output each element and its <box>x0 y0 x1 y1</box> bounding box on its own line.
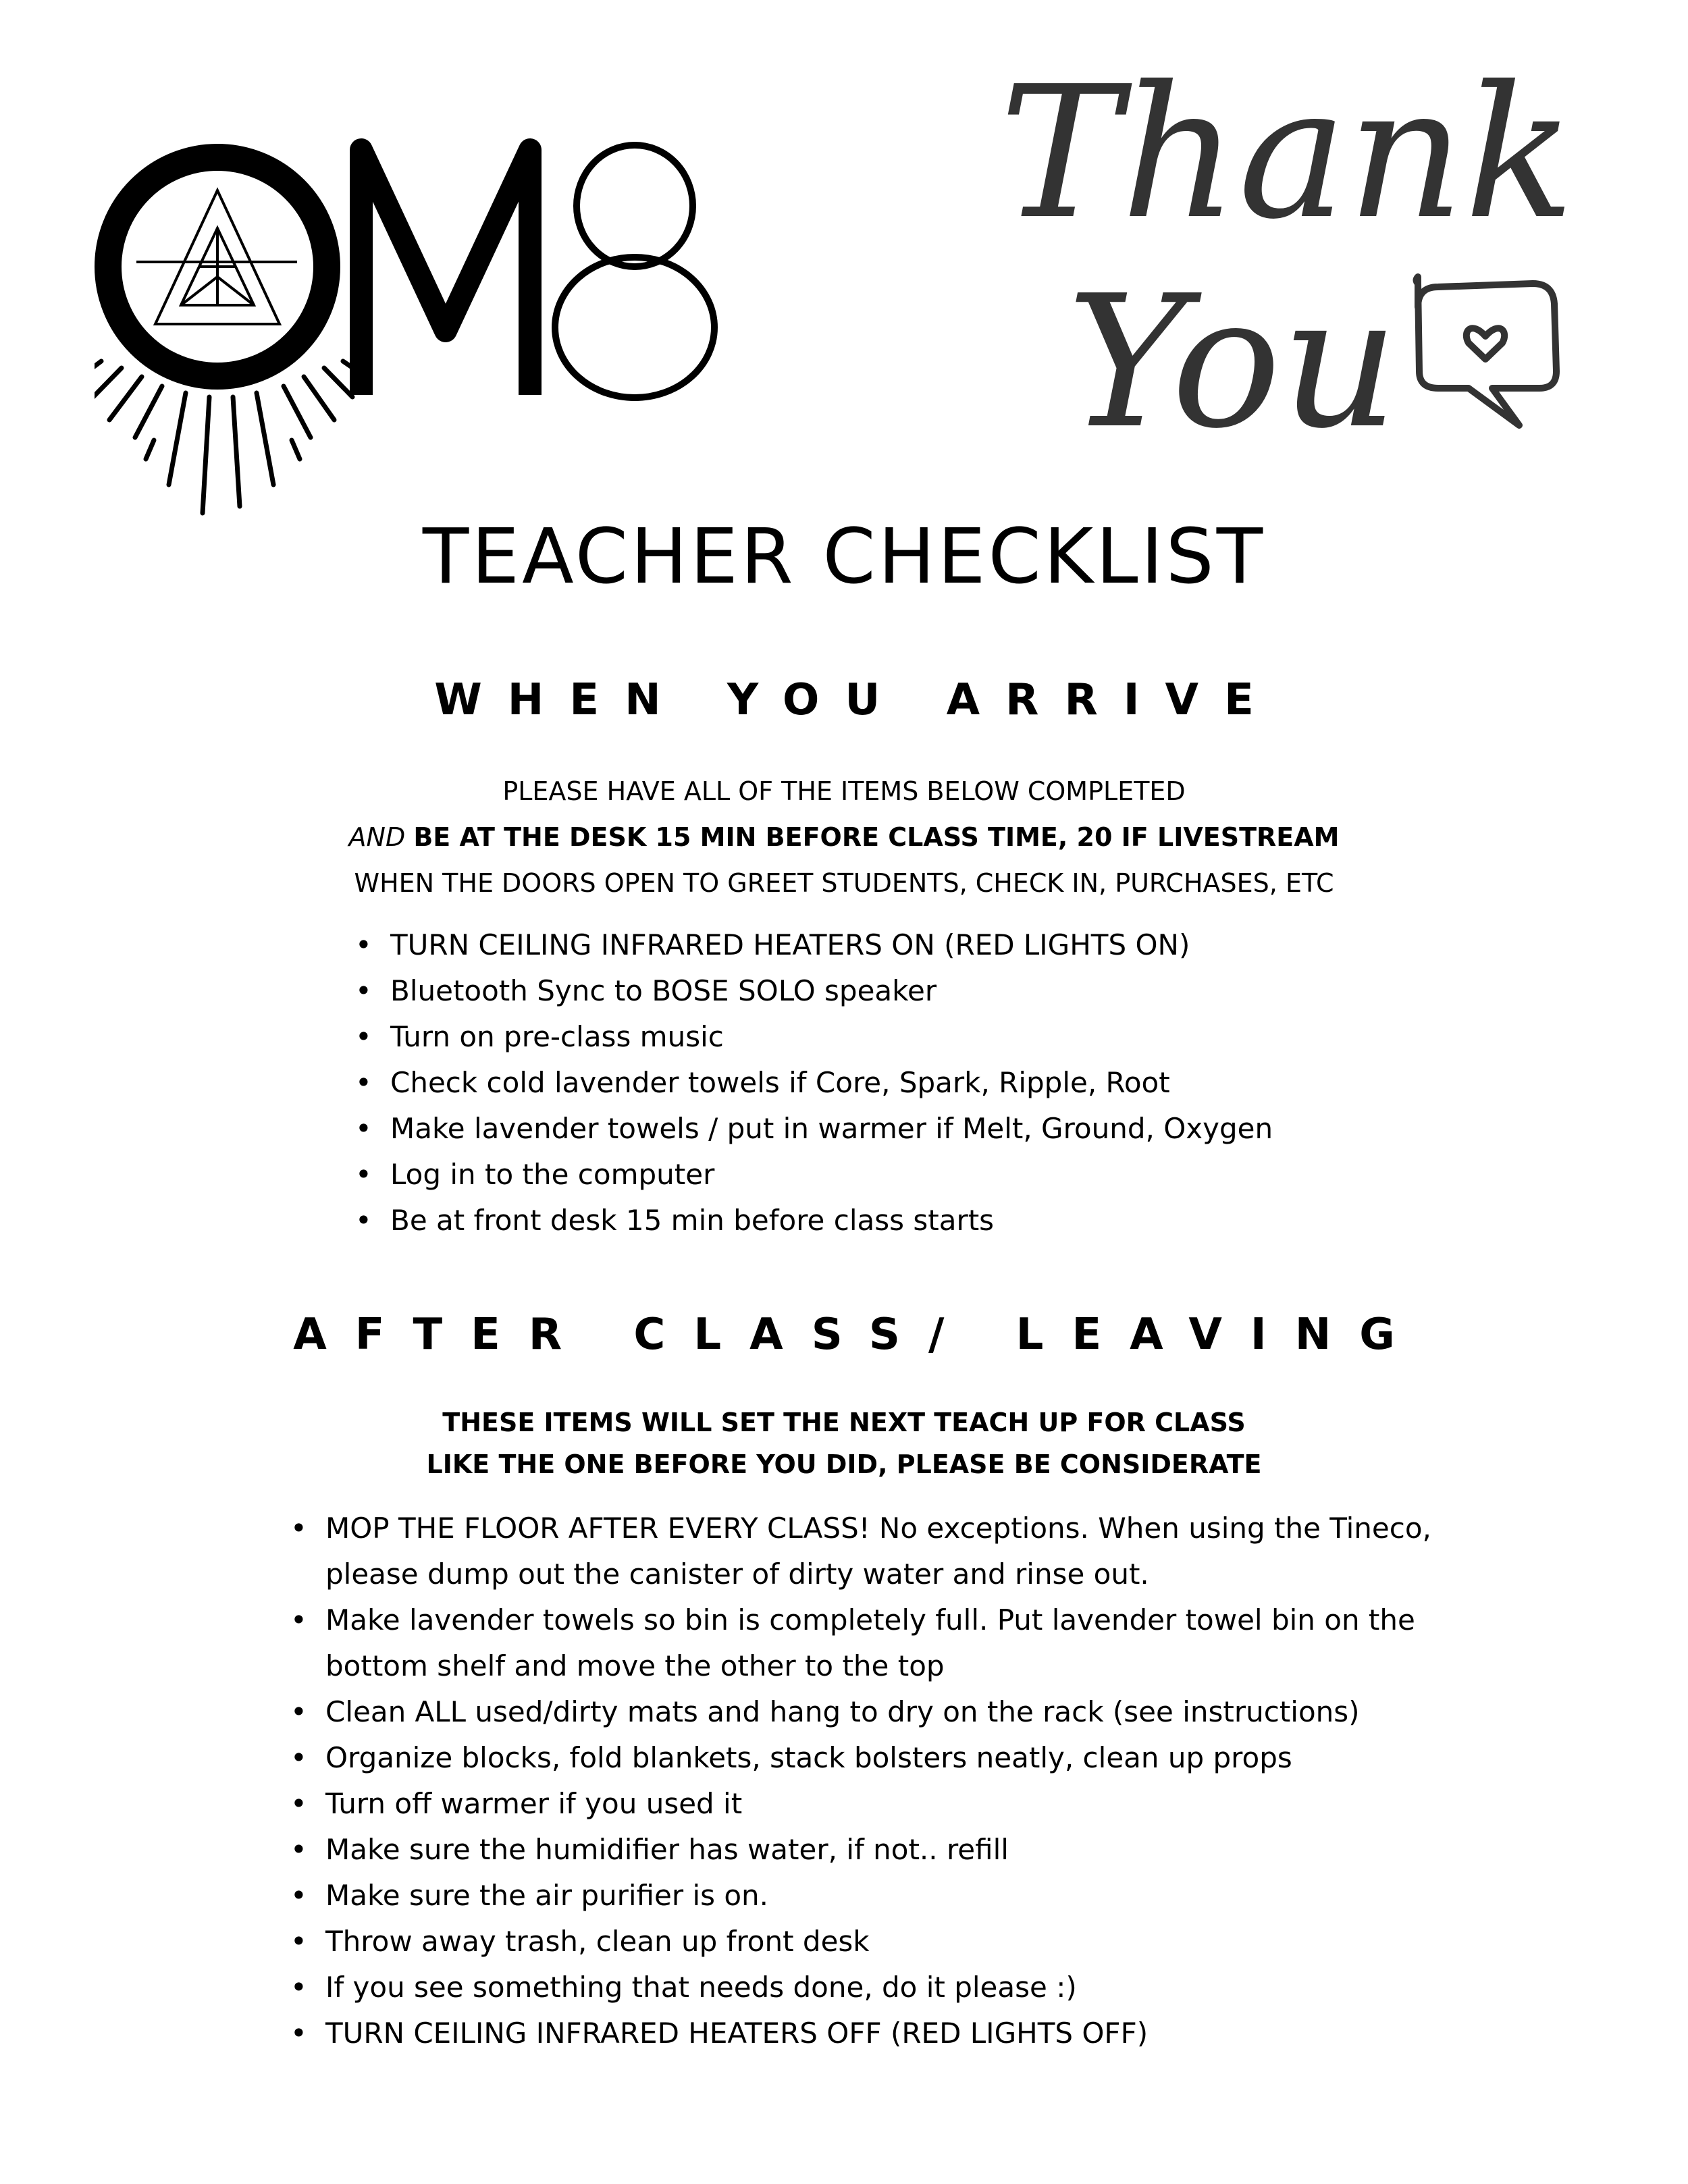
list-item: • MOP THE FLOOR AFTER EVERY CLASS! No exceptions. When using the Tineco, please dump out the canister of dirty water and rinse out. <box>286 1506 1448 1597</box>
triangle-emblem-icon <box>136 190 297 324</box>
list-item: • Bluetooth Sync to BOSE SOLO speaker <box>351 968 1431 1014</box>
list-item: • Throw away trash, clean up front desk <box>286 1919 1448 1965</box>
list-item: • If you see something that needs done, do it please :) <box>286 1965 1448 2010</box>
heart-speech-bubble-icon <box>1417 277 1557 425</box>
thank-text: Thank <box>999 47 1575 259</box>
list-item: • Organize blocks, fold blankets, stack bolsters neatly, clean up props <box>286 1735 1448 1781</box>
list-item: • Log in to the computer <box>351 1152 1431 1198</box>
list-item: • Make sure the air purifier is on. <box>286 1873 1448 1919</box>
list-item: • TURN CEILING INFRARED HEATERS ON (RED LIGHTS ON) <box>351 922 1431 968</box>
list-item: • Clean ALL used/dirty mats and hang to dry on the rack (see instructions) <box>286 1689 1448 1735</box>
after-checklist <box>286 1506 1448 2056</box>
arrive-note-2 <box>0 822 1688 852</box>
arrive-note-1: PLEASE HAVE ALL OF THE ITEMS BELOW COMPLETED <box>502 776 1186 806</box>
om8-logo <box>95 128 871 547</box>
list-item: • Make lavender towels so bin is completely full. Put lavender towel bin on the bottom shelf and move the other to the top <box>286 1597 1448 1689</box>
arrive-note-3: WHEN THE DOORS OPEN TO GREET STUDENTS, CHECK IN, PURCHASES, ETC <box>354 868 1334 898</box>
letter-m-icon <box>361 150 530 395</box>
after-note-2: LIKE THE ONE BEFORE YOU DID, PLEASE BE CONSIDERATE <box>426 1449 1262 1479</box>
thank-you-script <box>972 47 1634 466</box>
list-item: • Be at front desk 15 min before class starts <box>351 1198 1431 1244</box>
page-title: TEACHER CHECKLIST <box>422 513 1266 601</box>
you-text: You <box>1067 256 1399 466</box>
digit-8-icon <box>555 145 714 398</box>
after-note-1: THESE ITEMS WILL SET THE NEXT TEACH UP FOR CLASS <box>442 1408 1246 1437</box>
list-item: • Make sure the humidifier has water, if not.. refill <box>286 1827 1448 1873</box>
after-heading: AFTER CLASS/ LEAVING <box>293 1310 1423 1360</box>
arrive-note-2-italic: AND <box>348 822 406 852</box>
arrive-heading: WHEN YOU ARRIVE <box>434 675 1280 725</box>
list-item: • TURN CEILING INFRARED HEATERS OFF (RED LIGHTS OFF) <box>286 2010 1448 2056</box>
list-item: • Turn off warmer if you used it <box>286 1781 1448 1827</box>
arrive-checklist <box>351 922 1431 1244</box>
list-item: • Check cold lavender towels if Core, Spark, Ripple, Root <box>351 1060 1431 1106</box>
list-item: • Turn on pre-class music <box>351 1014 1431 1060</box>
list-item: • Make lavender towels / put in warmer if Melt, Ground, Oxygen <box>351 1106 1431 1152</box>
arrive-note-2-bold: BE AT THE DESK 15 MIN BEFORE CLASS TIME, 20 IF LIVESTREAM <box>413 822 1340 852</box>
